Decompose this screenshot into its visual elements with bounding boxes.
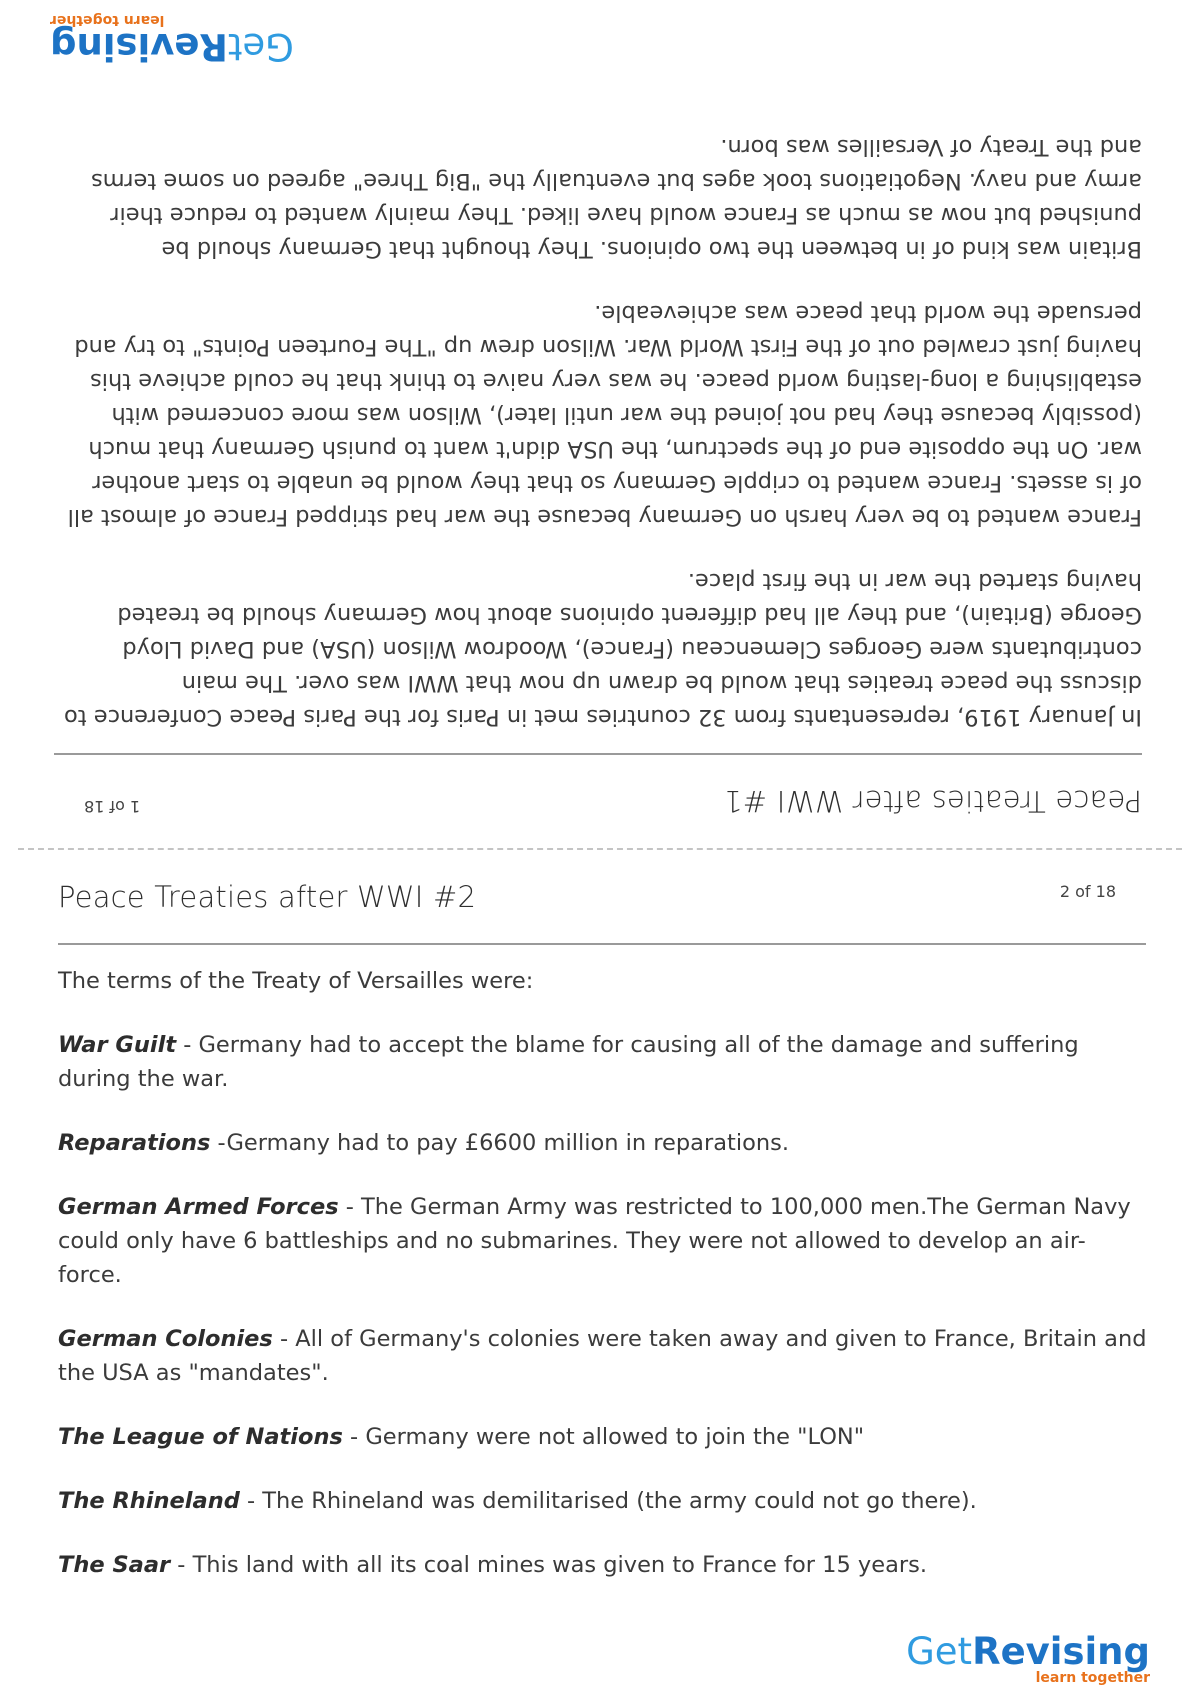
card-2-divider xyxy=(58,943,1146,945)
card-1-paragraph: In January 1919, representants from 32 countries met in Paris for the Paris Peace Conference to discuss the peace treaties that would be drawn up now that WWI was over. The main contributants were Georges Clemenceau (France), Woodrow Wilson (USA) and David Lloyd George (Britain), and they all had different opinions about how Germany should be treated having started the war in the first place. xyxy=(63,568,1142,730)
logo-revising-text: Revising xyxy=(972,1630,1150,1673)
card-1-title: Peace Treaties after WWI #1 xyxy=(723,784,1142,818)
card-2-title: Peace Treaties after WWI #2 xyxy=(58,880,477,914)
treaty-term-name: The League of Nations xyxy=(58,1424,343,1450)
logo-revising-text: Revising xyxy=(50,25,228,68)
treaty-term-item xyxy=(58,1548,1148,1582)
treaty-term-text: - The German Army was restricted to 100,000 men.The German Navy could only have 6 battleships and no submarines. They were not allowed to develop an air-force. xyxy=(58,1194,1131,1288)
treaty-term-text: - The Rhineland was demilitarised (the army could not go there). xyxy=(239,1488,977,1514)
card-1-page-number: 1 of 18 xyxy=(84,797,141,816)
getrevising-logo xyxy=(50,12,294,66)
card-1-divider xyxy=(54,753,1142,755)
treaty-term-item xyxy=(58,1420,1148,1454)
logo-tagline: learn together xyxy=(1035,1670,1150,1686)
flashcard-2-content xyxy=(0,849,1200,1698)
treaty-term-name: War Guilt xyxy=(58,1032,177,1058)
treaty-term-item xyxy=(58,1126,1148,1160)
treaty-term-name: The Saar xyxy=(58,1552,171,1578)
logo-get-text: Get xyxy=(227,25,294,68)
treaty-term-text: - Germany had to accept the blame for causing all of the damage and suffering during the war. xyxy=(58,1032,1079,1092)
getrevising-logo xyxy=(906,1632,1150,1686)
treaty-term-name: Reparations xyxy=(58,1130,211,1156)
treaty-term-text: -Germany had to pay £6600 million in reparations. xyxy=(210,1130,789,1156)
treaty-term-item xyxy=(58,1322,1148,1390)
treaty-term-item xyxy=(58,1028,1148,1096)
card-2-intro: The terms of the Treaty of Versailles were: xyxy=(58,968,534,994)
card-2-page-number: 2 of 18 xyxy=(1059,882,1116,901)
card-2-body xyxy=(58,964,1148,1612)
treaty-term-text: - All of Germany's colonies were taken away and given to France, Britain and the USA as "mandates". xyxy=(58,1326,1147,1386)
treaty-term-name: German Colonies xyxy=(58,1326,273,1352)
card-1-paragraph: Britain was kind of in between the two opinions. They thought that Germany should be punished but now as much as France would have liked. They mainly wanted to reduce their army and navy. Negotiations took ages but eventually the "Big Three" agreed on some terms and the Treaty of Versailles was born. xyxy=(91,134,1142,262)
card-1-body xyxy=(52,100,1142,734)
treaty-term-text: - Germany were not allowed to join the "LON" xyxy=(342,1424,865,1450)
treaty-term-name: German Armed Forces xyxy=(58,1194,339,1220)
treaty-term-item xyxy=(58,1484,1148,1518)
card-1-paragraph: France wanted to be very harsh on Germany because the war had stripped France of almost all of is assets. France wanted to cripple Germany so that they would be unable to start another war. On the opposite end of the spectrum, the USA didn't want to punish Germany that much (possibly because they had not joined the war until later), Wilson was more concerned with establishing a long-lasting world peace. he was very naive to think that he could achieve this having just crawled out of the First World War. Wilson drew up "The Fourteen Points" to try and persuade the world that peace was achieveable. xyxy=(67,300,1142,530)
logo-tagline: learn together xyxy=(50,12,165,28)
logo-get-text: Get xyxy=(906,1630,973,1673)
treaty-term-item xyxy=(58,1190,1148,1292)
treaty-term-name: The Rhineland xyxy=(58,1488,240,1514)
flashcard-2 xyxy=(0,849,1200,1698)
treaty-term-text: - This land with all its coal mines was given to France for 15 years. xyxy=(170,1552,927,1578)
